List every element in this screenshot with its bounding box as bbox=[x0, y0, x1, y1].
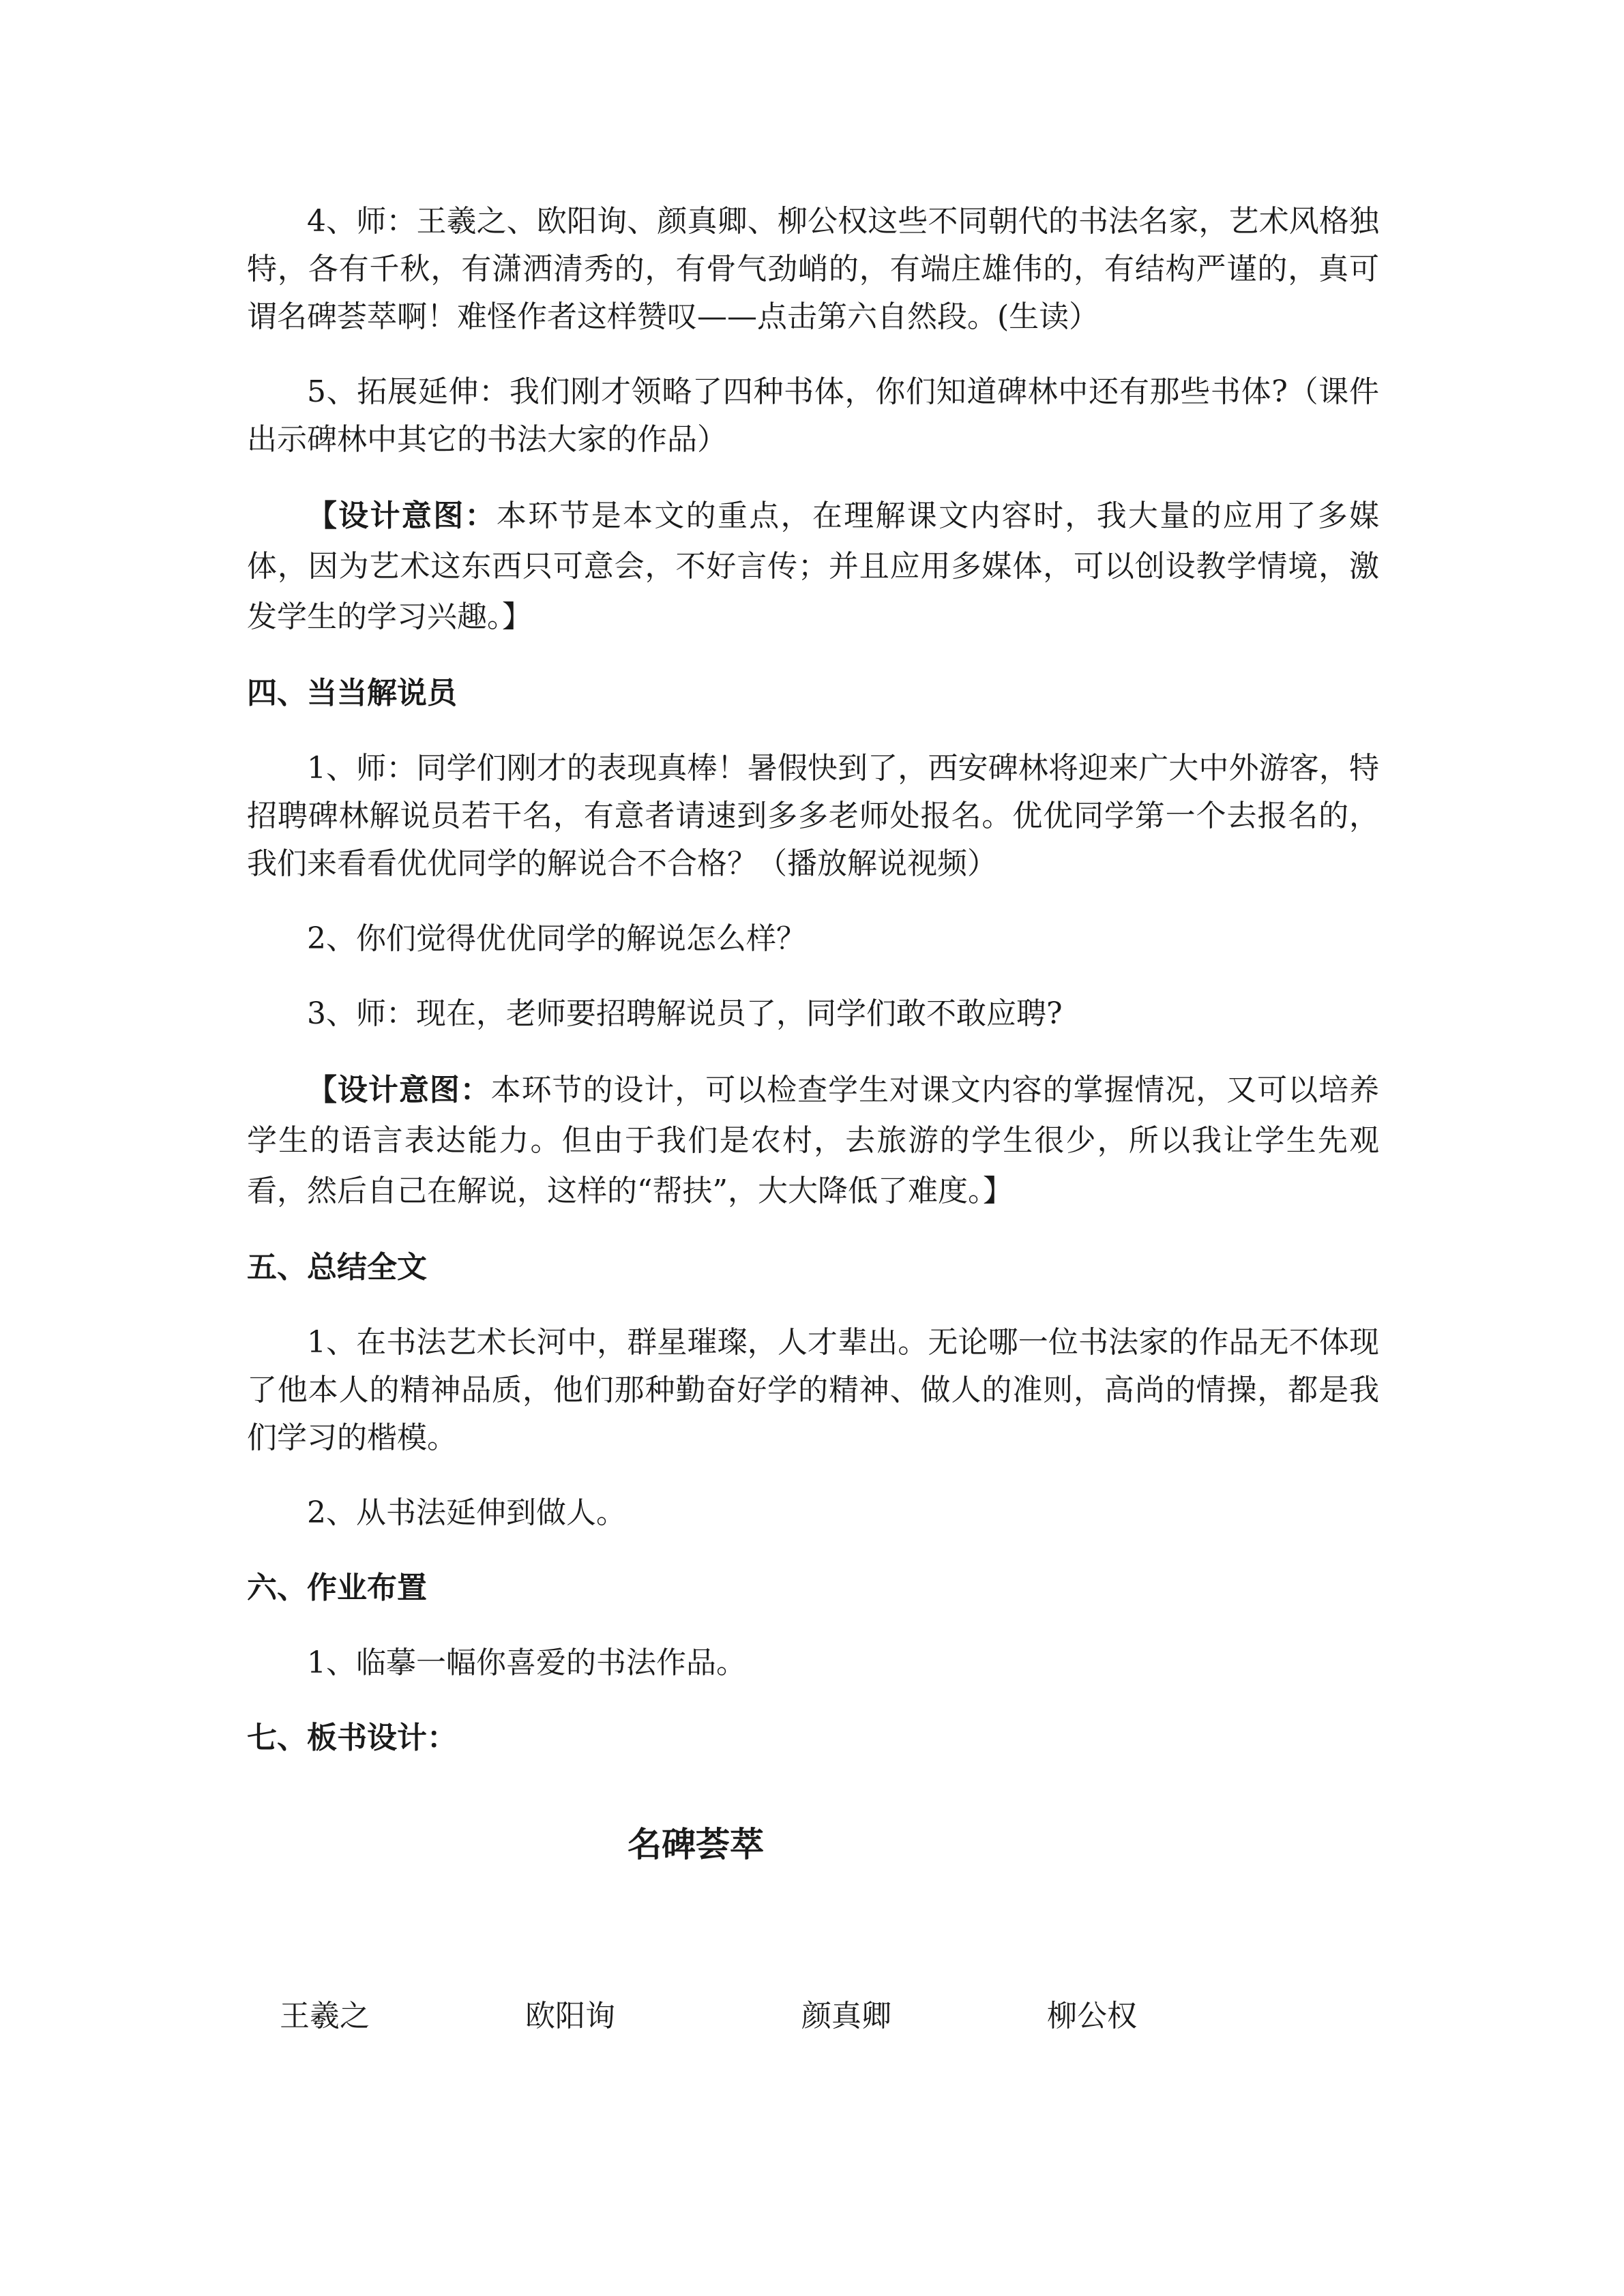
board-name: 柳公权 bbox=[1047, 1999, 1137, 2033]
paragraph: 3、师：现在，老师要招聘解说员了，同学们敢不敢应聘? bbox=[307, 996, 1063, 1031]
board-names-row bbox=[0, 1993, 1624, 2040]
paragraph: 2、你们觉得优优同学的解说怎么样？ bbox=[307, 921, 806, 956]
paragraph: 1、临摹一幅你喜爱的书法作品。 bbox=[307, 1645, 746, 1680]
design-intent-text: 本环节的设计，可以检查学生对课文内容的掌握情况，又可以培养学生的语言表达能力。但由于我们是农村，去旅游的学生很少，所以我让学生先观看，然后自己在解说，这样的“帮扶”，大大降低了难度。】 bbox=[247, 1073, 1380, 1208]
section-heading: 六、作业布置 bbox=[247, 1570, 427, 1605]
design-intent-note bbox=[247, 1065, 1379, 1217]
paragraph: 1、师：同学们刚才的表现真棒！暑假快到了，西安碑林将迎来广大中外游客，特招聘碑林解说员若干名，有意者请速到多多老师处报名。优优同学第一个去报名的，我们来看看优优同学的解说合不合格？（播放解说视频） bbox=[247, 751, 1379, 881]
paragraph: 5、拓展延伸：我们刚才领略了四种书体，你们知道碑林中还有那些书体?（课件出示碑林中其它的书法大家的作品） bbox=[247, 374, 1379, 457]
design-intent-text: 本环节是本文的重点，在理解课文内容时，我大量的应用了多媒体，因为艺术这东西只可意会，不好言传；并且应用多媒体，可以创设教学情境，激发学生的学习兴趣。】 bbox=[247, 498, 1380, 634]
document-body bbox=[247, 198, 1379, 1762]
paragraph: 4、师：王羲之、欧阳询、颜真卿、柳公权这些不同朝代的书法名家，艺术风格独特，各有千秋，有潇洒清秀的，有骨气劲峭的，有端庄雄伟的，有结构严谨的，真可谓名碑荟萃啊！难怪作者这样赞叹——点击第六自然段。(生读） bbox=[247, 204, 1379, 334]
paragraph: 1、在书法艺术长河中，群星璀璨，人才辈出。无论哪一位书法家的作品无不体现了他本人的精神品质，他们那种勤奋好学的精神、做人的准则，高尚的情操，都是我们学习的楷模。 bbox=[247, 1325, 1379, 1455]
section-heading: 四、当当解说员 bbox=[247, 676, 457, 711]
board-title: 名碑荟萃 bbox=[628, 1825, 764, 1864]
section-heading: 五、总结全文 bbox=[247, 1250, 427, 1285]
design-intent-label: 【设计意图： bbox=[307, 498, 497, 533]
design-intent-label: 【设计意图： bbox=[307, 1073, 491, 1107]
paragraph: 2、从书法延伸到做人。 bbox=[307, 1495, 626, 1530]
board-name: 颜真卿 bbox=[801, 1999, 891, 2033]
board-name: 欧阳询 bbox=[525, 1999, 615, 2033]
design-intent-note bbox=[247, 491, 1379, 642]
section-heading: 七、板书设计： bbox=[247, 1720, 457, 1755]
board-name: 王羲之 bbox=[280, 1999, 370, 2033]
